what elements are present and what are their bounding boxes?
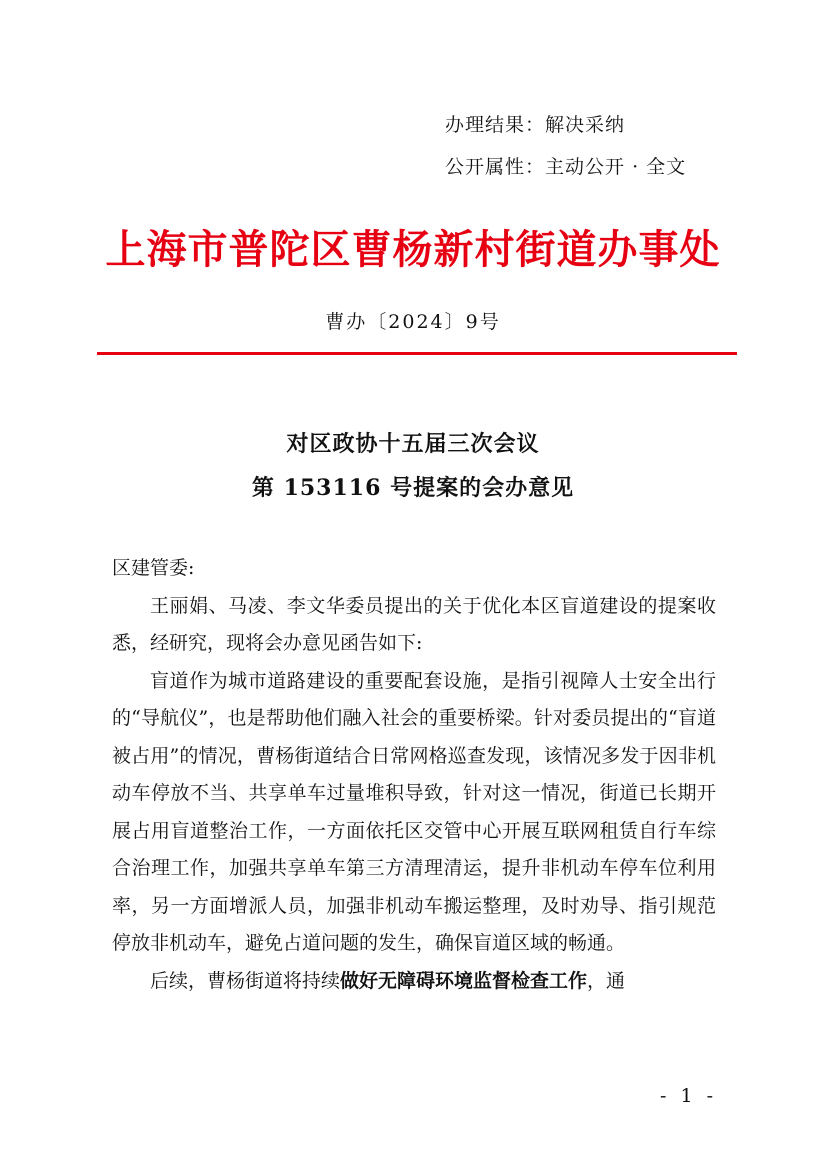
body-paragraph-1: 王丽娟、马凌、李文华委员提出的关于优化本区盲道建设的提案收悉，经研究，现将会办意见函告如下: <box>112 594 716 654</box>
page-number: - 1 - <box>660 1085 718 1107</box>
handling-result-label: 办理结果 ： <box>445 114 545 136</box>
red-separator-rule <box>97 352 737 355</box>
issuing-authority-heading: 上海市普陀区曹杨新村街道办事处 <box>105 226 721 273</box>
handling-result-value: 解决采纳 <box>545 114 626 136</box>
paragraph-3-lead: 后续，曹杨街道将持续 <box>150 969 341 992</box>
disclosure-attribute-label: 公开属性 ： <box>445 156 545 178</box>
document-number: 曹办〔2024〕9号 <box>325 311 501 333</box>
body-paragraph-2: 盲道作为城市道路建设的重要配套设施，是指引视障人士安全出行的“导航仪”，也是帮助他们融入社会的重要桥梁。针对委员提出的“盲道被占用”的情况，曹杨街道结合日常网格巡查发现，该情况多发于因非机动车停放不当、共享单车过量堆积导致，针对这一情况，街道已长期开展占用盲道整治工作，一方面依托区交管中心开展互联网租赁自行车综合治理工作，加强共享单车第三方清理清运，提升非机动车停车位利用率，另一方面增派人员，加强非机动车搬运整理，及时劝导、指引规范停放非机动车，避免占道问题的发生，确保盲道区域的畅通。 <box>112 669 716 954</box>
document-body <box>112 550 716 1000</box>
paragraph-3-emphasis: 做好无障碍环境监督检查工作 <box>340 969 588 992</box>
document-title-line-1: 对区政协十五届三次会议 <box>286 431 540 457</box>
document-title-line-2: 第 153116 号提案的会办意见 <box>251 475 575 501</box>
disclosure-attribute-value: 主动公开 · 全文 <box>545 156 687 178</box>
handling-result-line <box>445 110 625 137</box>
paragraph-3-tail: ，通 <box>587 969 626 992</box>
body-paragraph-3 <box>112 963 716 1001</box>
disclosure-attribute-line <box>445 152 686 179</box>
addressee: 区建管委: <box>112 557 195 579</box>
